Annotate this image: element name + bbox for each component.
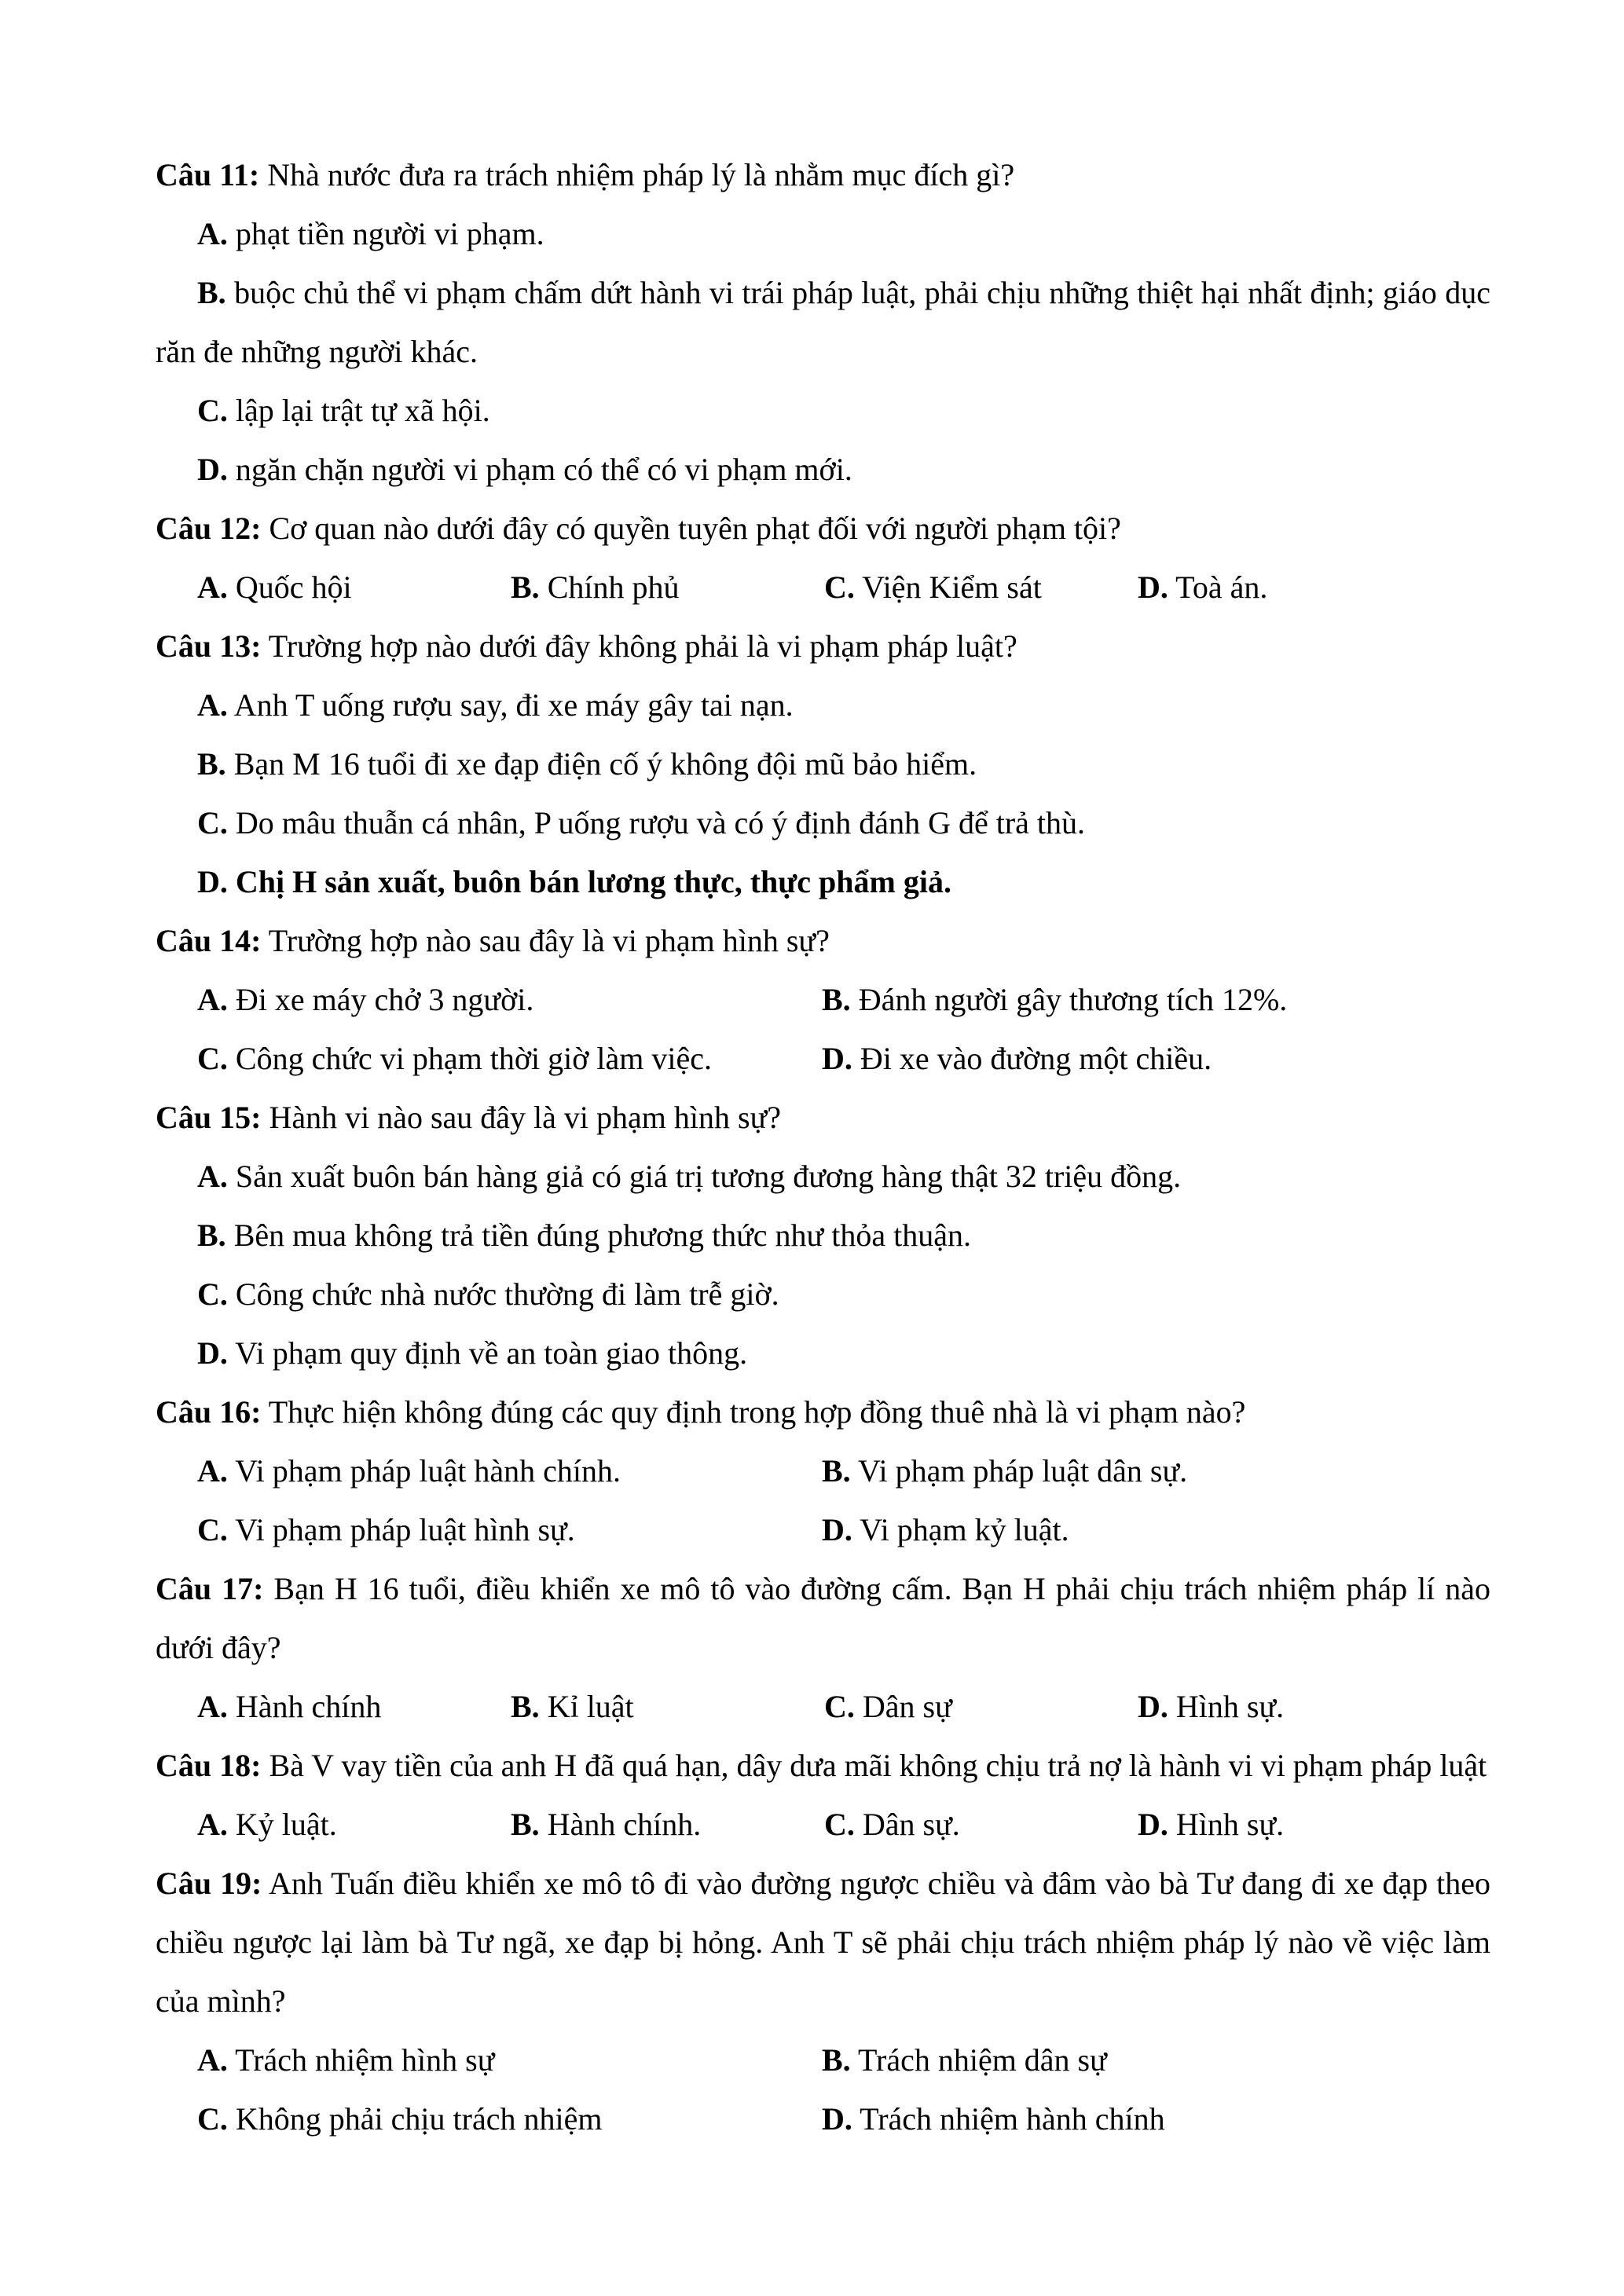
- option-letter: B.: [197, 1218, 226, 1253]
- question-text: [156, 911, 1490, 970]
- option-text: Trách nhiệm hành chính: [860, 2101, 1165, 2137]
- option-letter: C.: [197, 805, 228, 840]
- option-text: Không phải chịu trách nhiệm: [235, 2101, 603, 2137]
- answer-option: [156, 275, 1490, 369]
- question-block: [156, 499, 1490, 617]
- options: [156, 204, 1490, 499]
- option-cell: [824, 1677, 1138, 1736]
- option-letter: D.: [1138, 569, 1168, 605]
- option-text: Vi phạm kỷ luật.: [860, 1512, 1069, 1547]
- option-letter: D.: [822, 1512, 852, 1547]
- option-cell: [511, 558, 824, 617]
- answer-option: [197, 569, 352, 605]
- answer-option: [197, 2101, 602, 2137]
- option-letter: A.: [197, 1689, 228, 1724]
- option-text: Do mâu thuẫn cá nhân, P uống rượu và có ý định đánh G để trả thù.: [235, 805, 1086, 840]
- option-cell: [1138, 1677, 1284, 1736]
- option-line: [156, 1324, 1490, 1382]
- answer-option: [197, 1276, 779, 1312]
- question-block: [156, 1854, 1490, 2148]
- question-number: Câu 11:: [156, 157, 260, 192]
- option-line: [156, 793, 1490, 852]
- question-text: [156, 1736, 1490, 1795]
- option-line: [156, 204, 1490, 263]
- option-letter: A.: [197, 216, 228, 251]
- answer-option: [824, 569, 1042, 605]
- answer-option: [197, 746, 977, 782]
- answer-option: [197, 1512, 575, 1547]
- option-text: Trách nhiệm dân sự: [857, 2042, 1107, 2078]
- option-text: Hình sự.: [1175, 1807, 1285, 1842]
- question-block: [156, 1088, 1490, 1382]
- option-cell: [511, 1795, 824, 1854]
- option-letter: A.: [197, 687, 228, 723]
- option-letter: C.: [824, 1807, 855, 1842]
- answer-option: [511, 569, 679, 605]
- options: [156, 1795, 1490, 1854]
- answer-option: [1138, 1807, 1284, 1842]
- question-body: Trường hợp nào dưới đây không phải là vi phạm pháp luật?: [268, 628, 1017, 664]
- option-text: ngăn chặn người vi phạm có thể có vi phạm mới.: [235, 452, 852, 487]
- answer-option: [822, 1453, 1187, 1489]
- option-text: Công chức vi phạm thời giờ làm việc.: [235, 1041, 712, 1076]
- question-text: [156, 1382, 1490, 1441]
- question-number: Câu 19:: [156, 1866, 262, 1901]
- answer-option: [197, 1453, 621, 1489]
- option-letter: D.: [197, 1335, 228, 1371]
- option-row: [156, 2031, 1490, 2089]
- option-letter: D.: [1138, 1689, 1168, 1724]
- question-text: [156, 145, 1490, 204]
- option-letter: C.: [824, 569, 855, 605]
- answer-option: [1138, 1689, 1284, 1724]
- option-text: phạt tiền người vi phạm.: [235, 216, 544, 251]
- option-text: Sản xuất buôn bán hàng giả có giá trị tương đương hàng thật 32 triệu đồng.: [235, 1159, 1182, 1194]
- question-number: Câu 16:: [156, 1394, 262, 1430]
- option-letter: D.: [822, 1041, 852, 1076]
- option-line: [156, 734, 1490, 793]
- question-number: Câu 18:: [156, 1748, 262, 1783]
- option-text: Dân sự: [862, 1689, 952, 1724]
- option-letter: D.: [1138, 1807, 1168, 1842]
- answer-option: [822, 1512, 1069, 1547]
- option-letter: B.: [197, 275, 226, 310]
- option-cell: [822, 1029, 1212, 1088]
- option-letter: C.: [197, 1041, 228, 1076]
- options: [156, 676, 1490, 911]
- option-cell: [1138, 558, 1267, 617]
- answer-option: [197, 452, 852, 487]
- option-cell: [822, 1500, 1069, 1559]
- option-letter: A.: [197, 982, 228, 1017]
- answer-option: [197, 1807, 337, 1842]
- option-text: Viện Kiểm sát: [862, 569, 1042, 605]
- question-number: Câu 15:: [156, 1100, 262, 1135]
- question-text: [156, 1559, 1490, 1677]
- question-body: Bạn H 16 tuổi, điều khiển xe mô tô vào đường cấm. Bạn H phải chịu trách nhiệm pháp lí nào dưới đây?: [156, 1571, 1491, 1665]
- answer-option: [197, 1689, 381, 1724]
- question-block: [156, 911, 1490, 1088]
- option-text: Đi xe máy chở 3 người.: [235, 982, 534, 1017]
- question-block: [156, 145, 1490, 499]
- answer-option: [197, 1218, 971, 1253]
- option-letter: B.: [822, 2042, 851, 2078]
- option-line: [156, 1147, 1490, 1206]
- option-row: [156, 1795, 1490, 1854]
- option-text: Chị H sản xuất, buôn bán lương thực, thực phẩm giả.: [235, 864, 951, 899]
- option-line: [156, 852, 1490, 911]
- question-number: Câu 14:: [156, 923, 262, 958]
- answer-option: [197, 982, 533, 1017]
- option-letter: D.: [197, 452, 228, 487]
- option-text: Vi phạm pháp luật hành chính.: [235, 1453, 621, 1489]
- option-cell: [511, 1677, 824, 1736]
- option-letter: B.: [822, 1453, 851, 1489]
- option-letter: C.: [197, 393, 228, 428]
- answer-option: [1138, 569, 1267, 605]
- option-letter: D.: [822, 2101, 852, 2137]
- option-letter: C.: [197, 1512, 228, 1547]
- option-row: [156, 1441, 1490, 1500]
- answer-option: [197, 216, 544, 251]
- option-text: Vi phạm quy định về an toàn giao thông.: [235, 1335, 748, 1371]
- answer-option: [197, 393, 490, 428]
- option-row: [156, 558, 1490, 617]
- question-number: Câu 13:: [156, 628, 262, 664]
- options: [156, 558, 1490, 617]
- options: [156, 970, 1490, 1088]
- option-line: [156, 263, 1490, 381]
- option-row: [156, 1677, 1490, 1736]
- option-row: [156, 970, 1490, 1029]
- option-text: lập lại trật tự xã hội.: [235, 393, 490, 428]
- option-letter: A.: [197, 1807, 228, 1842]
- option-text: Hành chính: [235, 1689, 382, 1724]
- question-body: Bà V vay tiền của anh H đã quá hạn, dây dưa mãi không chịu trả nợ là hành vi vi phạm pháp luật: [269, 1748, 1487, 1783]
- question-block: [156, 1382, 1490, 1559]
- option-letter: C.: [197, 2101, 228, 2137]
- option-cell: [822, 970, 1287, 1029]
- option-letter: B.: [197, 746, 226, 782]
- answer-option: [197, 687, 794, 723]
- option-cell: [197, 970, 822, 1029]
- option-letter: B.: [511, 1689, 540, 1724]
- answer-option: [511, 1689, 634, 1724]
- option-text: Đánh người gây thương tích 12%.: [858, 982, 1288, 1017]
- answer-option: [197, 1335, 747, 1371]
- option-letter: B.: [511, 1807, 540, 1842]
- option-line: [156, 1265, 1490, 1324]
- answer-option: [822, 1041, 1212, 1076]
- option-letter: C.: [197, 1276, 228, 1312]
- option-row: [156, 1029, 1490, 1088]
- option-row: [156, 2089, 1490, 2148]
- option-letter: A.: [197, 2042, 228, 2078]
- option-text: Bên mua không trả tiền đúng phương thức như thỏa thuận.: [233, 1218, 971, 1253]
- option-text: Toà án.: [1175, 569, 1268, 605]
- option-line: [156, 440, 1490, 499]
- option-text: Vi phạm pháp luật dân sự.: [857, 1453, 1188, 1489]
- answer-option: [197, 2042, 494, 2078]
- answer-option: [822, 982, 1287, 1017]
- question-number: Câu 12:: [156, 511, 262, 546]
- option-cell: [197, 1795, 511, 1854]
- question-text: [156, 617, 1490, 676]
- option-cell: [197, 1677, 511, 1736]
- option-letter: D.: [197, 864, 228, 899]
- option-letter: C.: [824, 1689, 855, 1724]
- options: [156, 1677, 1490, 1736]
- option-text: Chính phủ: [547, 569, 680, 605]
- answer-option: [197, 805, 1085, 840]
- option-letter: A.: [197, 1453, 228, 1489]
- answer-option: [824, 1689, 952, 1724]
- option-text: Đi xe vào đường một chiều.: [860, 1041, 1212, 1076]
- option-cell: [824, 558, 1138, 617]
- option-letter: A.: [197, 1159, 228, 1194]
- option-line: [156, 381, 1490, 440]
- option-cell: [824, 1795, 1138, 1854]
- answer-option: [197, 1159, 1181, 1194]
- question-text: [156, 1854, 1490, 2031]
- answer-option: [197, 1041, 712, 1076]
- option-cell: [197, 1441, 822, 1500]
- options: [156, 2031, 1490, 2148]
- option-text: Vi phạm pháp luật hình sự.: [235, 1512, 575, 1547]
- option-row: [156, 1500, 1490, 1559]
- option-cell: [822, 1441, 1187, 1500]
- question-body: Hành vi nào sau đây là vi phạm hình sự?: [269, 1100, 781, 1135]
- question-body: Anh Tuấn điều khiển xe mô tô đi vào đường ngược chiều và đâm vào bà Tư đang đi xe đạp theo chiều ngược lại làm bà Tư ngã, xe đạp bị hỏng. Anh T sẽ phải chịu trách nhiệm pháp lý nào về việc làm của mình?: [156, 1866, 1491, 2019]
- option-letter: B.: [511, 569, 540, 605]
- option-cell: [197, 2089, 822, 2148]
- question-block: [156, 1736, 1490, 1854]
- option-cell: [197, 1029, 822, 1088]
- option-letter: B.: [822, 982, 851, 1017]
- options: [156, 1441, 1490, 1559]
- answer-option: [197, 864, 951, 899]
- question-block: [156, 1559, 1490, 1736]
- option-text: Kỉ luật: [547, 1689, 634, 1724]
- option-cell: [197, 2031, 822, 2089]
- option-cell: [822, 2089, 1165, 2148]
- option-text: Dân sự.: [862, 1807, 960, 1842]
- option-cell: [197, 558, 511, 617]
- question-text: [156, 499, 1490, 558]
- options: [156, 1147, 1490, 1382]
- question-number: Câu 17:: [156, 1571, 264, 1606]
- question-body: Cơ quan nào dưới đây có quyền tuyên phạt đối với người phạm tội?: [269, 511, 1121, 546]
- option-text: Hành chính.: [547, 1807, 702, 1842]
- answer-option: [824, 1807, 960, 1842]
- option-cell: [1138, 1795, 1284, 1854]
- question-block: [156, 617, 1490, 911]
- option-text: Kỷ luật.: [235, 1807, 337, 1842]
- option-text: buộc chủ thể vi phạm chấm dứt hành vi trái pháp luật, phải chịu những thiệt hại nhất định; giáo dục răn đe những người khác.: [156, 275, 1491, 369]
- option-line: [156, 1206, 1490, 1265]
- option-letter: A.: [197, 569, 228, 605]
- option-text: Anh T uống rượu say, đi xe máy gây tai nạn.: [233, 687, 794, 723]
- question-body: Nhà nước đưa ra trách nhiệm pháp lý là nhằm mục đích gì?: [267, 157, 1015, 192]
- option-text: Bạn M 16 tuổi đi xe đạp điện cố ý không đội mũ bảo hiểm.: [233, 746, 977, 782]
- question-body: Trường hợp nào sau đây là vi phạm hình sự?: [268, 923, 830, 958]
- option-text: Quốc hội: [235, 569, 352, 605]
- answer-option: [822, 2042, 1107, 2078]
- question-text: [156, 1088, 1490, 1147]
- option-cell: [822, 2031, 1107, 2089]
- option-line: [156, 676, 1490, 734]
- answer-option: [822, 2101, 1165, 2137]
- option-text: Hình sự.: [1175, 1689, 1285, 1724]
- question-body: Thực hiện không đúng các quy định trong hợp đồng thuê nhà là vi phạm nào?: [268, 1394, 1246, 1430]
- answer-option: [511, 1807, 701, 1842]
- option-cell: [197, 1500, 822, 1559]
- option-text: Trách nhiệm hình sự: [235, 2042, 495, 2078]
- option-text: Công chức nhà nước thường đi làm trễ giờ.: [235, 1276, 779, 1312]
